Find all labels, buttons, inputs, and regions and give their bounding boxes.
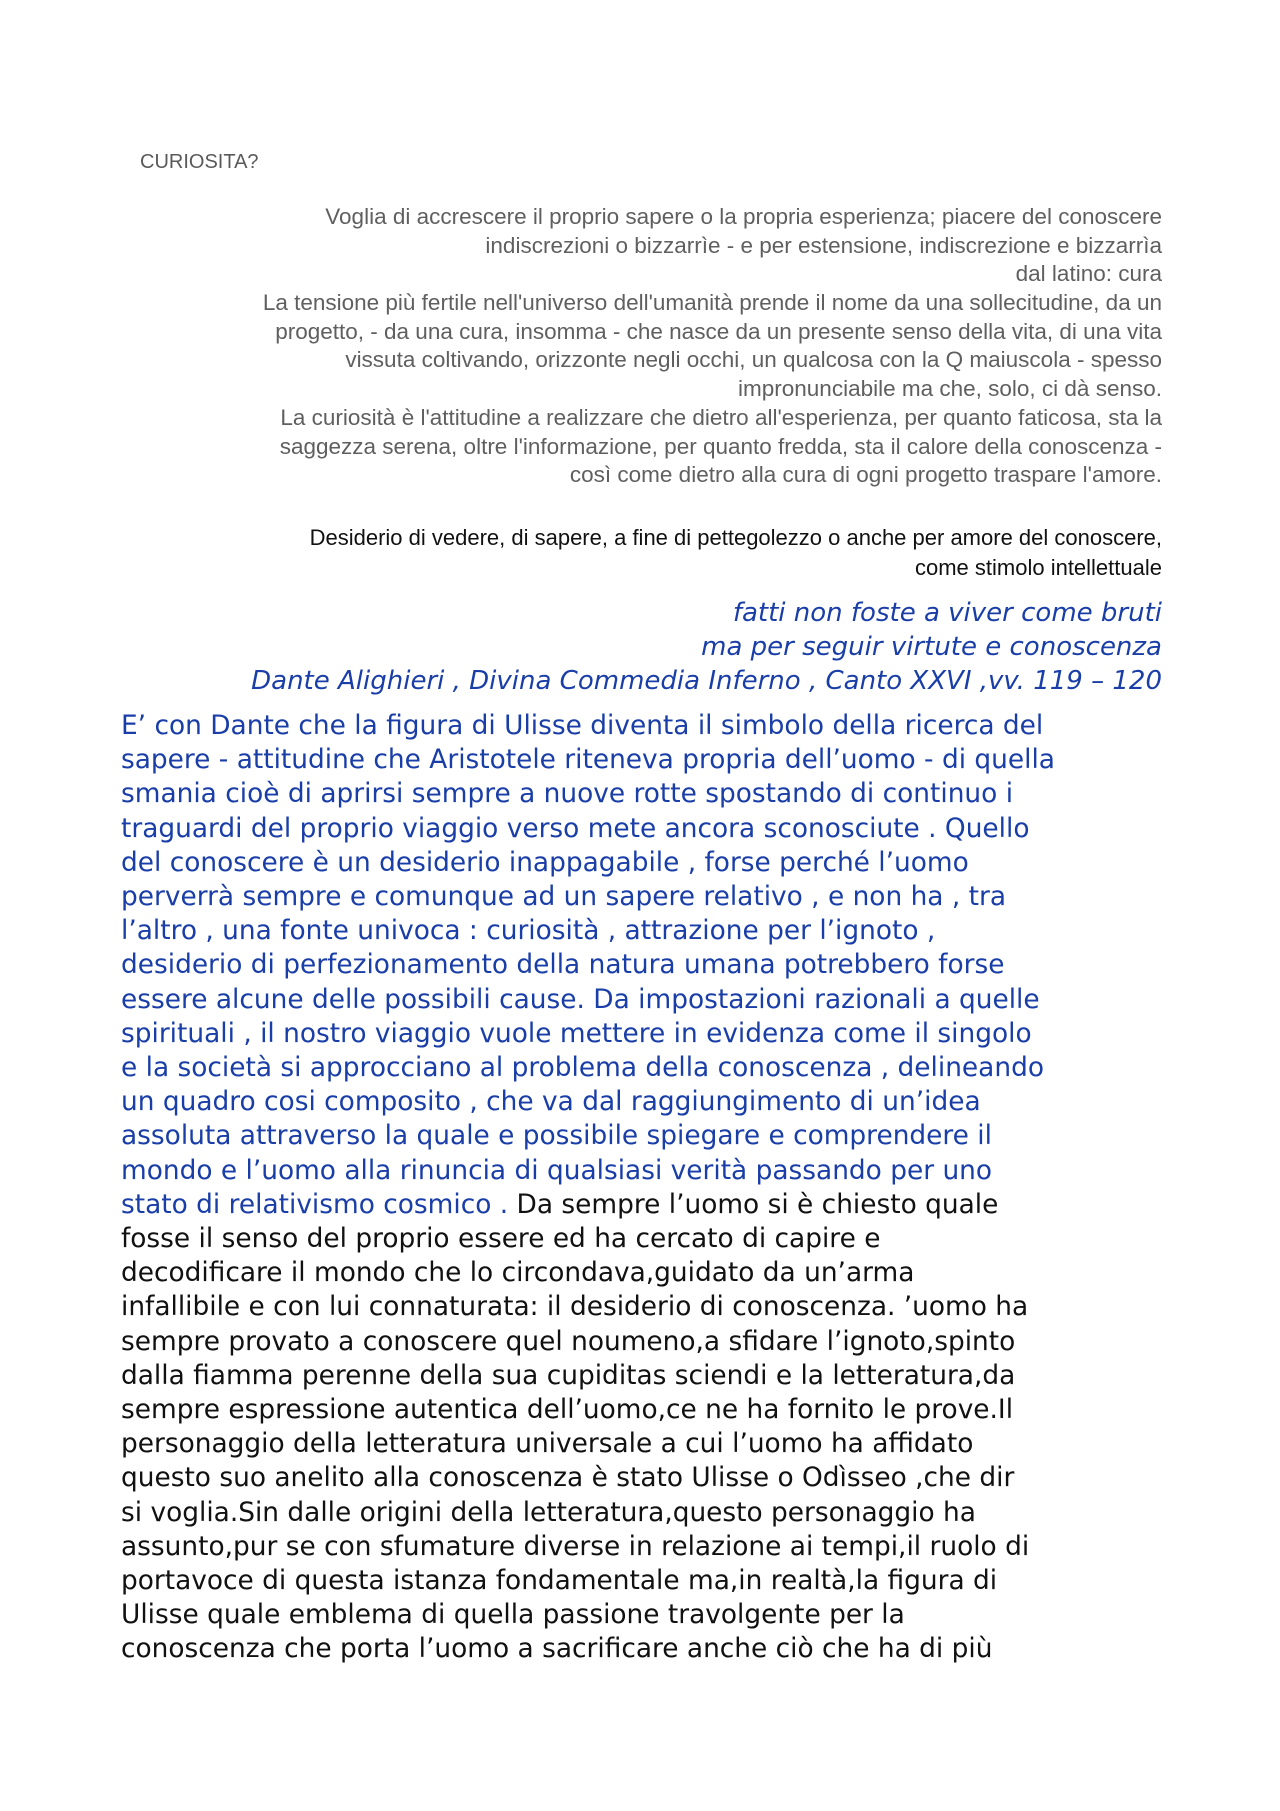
body-line: spirituali , il nostro viaggio vuole mettere in evidenza come il singolo [121, 1017, 1032, 1049]
body-line-mixed [121, 1188, 1173, 1222]
definition-desiderio [110, 523, 1162, 583]
definition-line: vissuta coltivando, orizzonte negli occhi, un qualcosa con la Q maiuscola - spesso [345, 347, 1162, 373]
definition-line: La curiosità è l'attitudine a realizzare che dietro all'esperienza, per quanto faticosa, sta la [280, 405, 1162, 430]
body-line: decodificare il mondo che lo circondava,guidato da un’arma [121, 1257, 915, 1289]
body-line: smania cioè di aprirsi sempre a nuove rotte spostando di continuo i [121, 778, 1014, 810]
body-line: assoluta attraverso la quale e possibile spiegare e comprendere il [121, 1120, 992, 1152]
body-line: perverrà sempre e comunque ad un sapere relativo , e non ha , tra [121, 881, 1007, 913]
dante-quote [110, 596, 1162, 698]
body-line: Ulisse quale emblema di quella passione travolgente per la [121, 1599, 905, 1631]
body-line: questo suo anelito alla conoscenza è stato Ulisse o Odìsseo ,che dir [121, 1462, 1015, 1494]
body-line: desiderio di perfezionamento della natura umana potrebbero forse [121, 949, 1005, 981]
body-line: sapere - attitudine che Aristotele riteneva propria dell’uomo - di quella [121, 744, 1055, 776]
body-line: mondo e l’uomo alla rinuncia di qualsiasi verità passando per uno [121, 1154, 993, 1186]
definition-line: come stimolo intellettuale [914, 555, 1162, 580]
body-line: essere alcune delle possibili cause. Da impostazioni razionali a quelle [121, 983, 1040, 1015]
definition-tensione [110, 289, 1162, 404]
body-line: sempre espressione autentica dell’uomo,ce ne ha fornito le prove.Il [121, 1394, 1014, 1426]
body-line: e la società si approcciano al problema della conoscenza , delineando [121, 1052, 1044, 1084]
definition-line: dal latino: cura [1015, 261, 1162, 287]
definition-line: saggezza serena, oltre l'informazione, per quanto fredda, sta il calore della conoscenza - [279, 433, 1162, 459]
body-line: infallibile e con lui connaturata: il desiderio di conoscenza. ’uomo ha [121, 1291, 1029, 1323]
body-line: un quadro cosi composito , che va dal raggiungimento di un’idea [121, 1086, 981, 1118]
quote-attribution: Dante Alighieri , Divina Commedia Inferno , Canto XXVI ,vv. 119 – 120 [251, 666, 1162, 696]
definition-line: impronunciabile ma che, solo, ci dà senso. [738, 376, 1162, 402]
definition-line: indiscrezioni o bizzarrìe - e per estensione, indiscrezione e bizzarrìa [485, 232, 1162, 258]
definition-attitudine [110, 404, 1162, 490]
definition-voglia [110, 203, 1162, 289]
definition-line: Voglia di accrescere il proprio sapere o la propria esperienza; piacere del conoscere [325, 204, 1162, 229]
definition-line: Desiderio di vedere, di sapere, a fine di pettegolezzo o anche per amore del conoscere, [309, 525, 1162, 550]
body-line: assunto,pur se con sfumature diverse in relazione ai tempi,il ruolo di [121, 1530, 1030, 1562]
body-paragraph [121, 709, 1173, 1667]
quote-line: fatti non foste a viver come bruti [732, 598, 1162, 628]
definition-line: progetto, - da una cura, insomma - che nasce da un presente senso della vita, di una vita [275, 318, 1162, 344]
body-line: si voglia.Sin dalle origini della letteratura,questo personaggio ha [121, 1496, 976, 1528]
body-segment-black: Da sempre l’uomo si è chiesto quale [508, 1188, 999, 1220]
body-line: sempre provato a conoscere quel noumeno,a sfidare l’ignoto,spinto [121, 1325, 1016, 1357]
body-line: conoscenza che porta l’uomo a sacrificare anche ciò che ha di più [121, 1633, 993, 1665]
quote-line: ma per seguir virtute e conoscenza [701, 632, 1162, 662]
body-line: personaggio della letteratura universale a cui l’uomo ha affidato [121, 1428, 974, 1460]
body-segment-blue: stato di relativismo cosmico . [121, 1188, 509, 1220]
definition-line: La tensione più fertile nell'universo dell'umanità prende il nome da una sollecitudine, da un [262, 290, 1162, 315]
body-line: del conoscere è un desiderio inappagabile , forse perché l’uomo [121, 846, 969, 878]
body-line: fosse il senso del proprio essere ed ha cercato di capire e [121, 1223, 881, 1255]
body-line: l’altro , una fonte univoca : curiosità , attrazione per l’ignoto , [121, 915, 936, 947]
body-line: traguardi del proprio viaggio verso mete ancora sconosciute . Quello [121, 812, 1030, 844]
definition-line: così come dietro alla cura di ogni progetto traspare l'amore. [569, 462, 1162, 488]
body-line: dalla fiamma perenne della sua cupiditas sciendi e la letteratura,da [121, 1359, 1016, 1391]
document-title: CURIOSITA? [140, 151, 259, 173]
body-line: portavoce di questa istanza fondamentale ma,in realtà,la figura di [121, 1565, 998, 1597]
body-line: E’ con Dante che la figura di Ulisse diventa il simbolo della ricerca del [121, 710, 1044, 741]
